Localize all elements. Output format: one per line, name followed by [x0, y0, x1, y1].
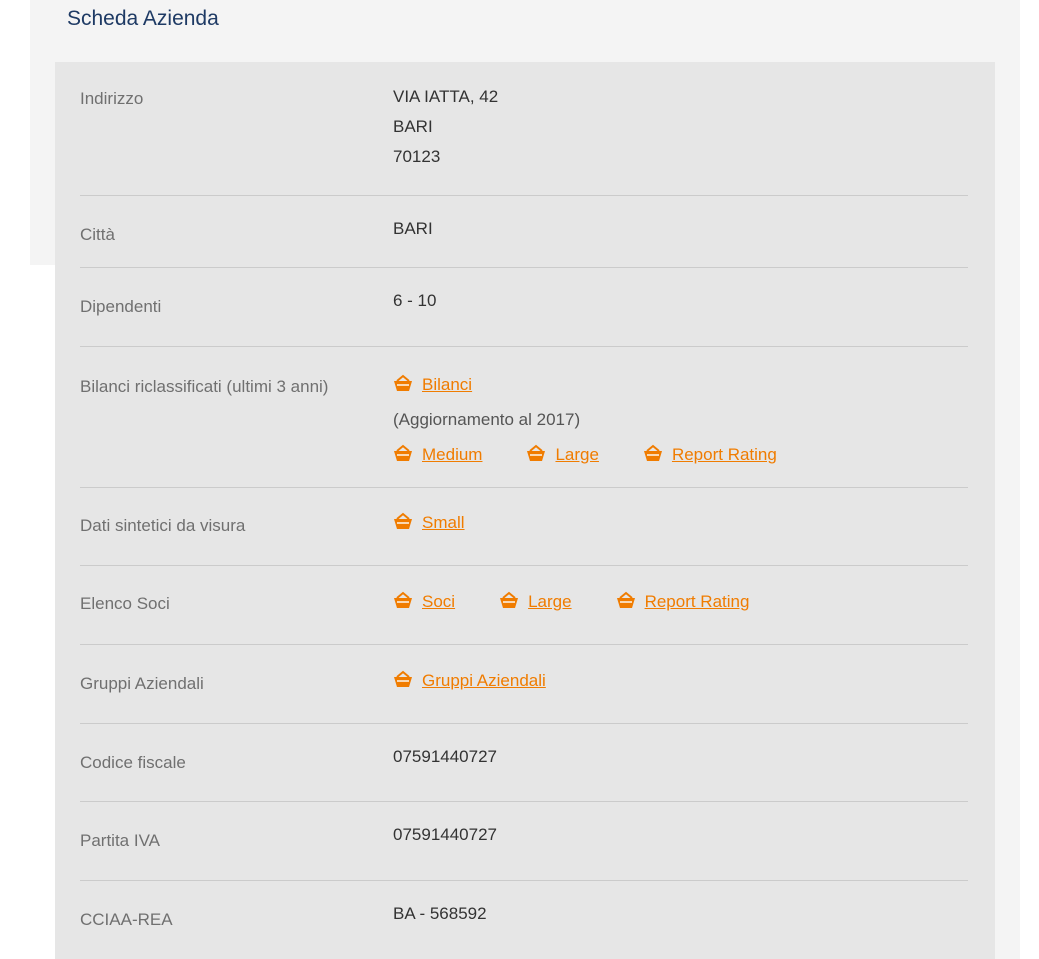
small-link[interactable]: Small	[422, 513, 465, 532]
row-label: Indirizzo	[80, 89, 144, 108]
basket-icon	[499, 591, 519, 609]
row-codice-fiscale	[80, 724, 968, 802]
link-large[interactable]	[526, 437, 598, 472]
row-elenco-soci	[80, 566, 968, 645]
link-soci[interactable]	[393, 587, 455, 617]
bilanci-value	[393, 367, 821, 472]
row-label: CCIAA-REA	[80, 910, 173, 929]
medium-link[interactable]: Medium	[422, 445, 483, 464]
soci-link[interactable]: Soci	[422, 592, 456, 611]
row-label: Elenco Soci	[80, 594, 170, 613]
row-label: Gruppi Aziendali	[80, 674, 204, 693]
update-note: (Aggiornamento al 2017)	[393, 410, 581, 429]
link-report-rating[interactable]	[643, 437, 777, 472]
address-city: BARI	[393, 117, 433, 136]
gruppi-aziendali-link[interactable]: Gruppi Aziendali	[422, 671, 546, 690]
codice-fiscale-value: 07591440727	[393, 747, 498, 766]
row-indirizzo	[80, 62, 968, 196]
dati-sintetici-value	[393, 508, 509, 538]
link-medium[interactable]	[393, 437, 482, 472]
address-street: VIA IATTA, 42	[393, 87, 499, 106]
row-citta	[80, 196, 968, 268]
link-bilanci[interactable]	[393, 367, 472, 402]
basket-icon	[526, 444, 546, 462]
basket-icon	[393, 670, 413, 688]
employees-value: 6 - 10	[393, 291, 437, 310]
bilanci-link[interactable]: Bilanci	[422, 375, 473, 394]
row-label: Codice fiscale	[80, 753, 186, 772]
basket-icon	[393, 444, 413, 462]
link-small[interactable]	[393, 508, 465, 538]
link-report-rating[interactable]	[616, 587, 750, 617]
row-dati-sintetici	[80, 488, 968, 566]
large-link[interactable]: Large	[528, 592, 572, 611]
row-label: Partita IVA	[80, 831, 160, 850]
gruppi-value	[393, 666, 590, 696]
row-gruppi-aziendali	[80, 645, 968, 724]
row-bilanci	[80, 347, 968, 488]
basket-icon	[616, 591, 636, 609]
address-value	[393, 82, 498, 172]
basket-icon	[393, 374, 413, 392]
address-zip: 70123	[393, 147, 441, 166]
city-value: BARI	[393, 219, 433, 238]
basket-icon	[643, 444, 663, 462]
page-title: Scheda Azienda	[67, 7, 219, 30]
row-label: Città	[80, 225, 115, 244]
basket-icon	[393, 591, 413, 609]
partita-iva-value: 07591440727	[393, 825, 498, 844]
row-label: Dipendenti	[80, 297, 162, 316]
large-link[interactable]: Large	[555, 445, 599, 464]
link-gruppi-aziendali[interactable]	[393, 666, 546, 696]
row-partita-iva	[80, 802, 968, 881]
row-label: Dati sintetici da visura	[80, 516, 246, 535]
basket-icon	[393, 512, 413, 530]
report-rating-link[interactable]: Report Rating	[671, 445, 777, 464]
report-rating-link[interactable]: Report Rating	[644, 592, 750, 611]
cciaa-rea-value: BA - 568592	[393, 904, 487, 923]
link-large[interactable]	[499, 587, 571, 617]
row-label: Bilanci riclassificati (ultimi 3 anni)	[80, 377, 329, 396]
background-gap	[30, 265, 55, 959]
company-details-card	[55, 62, 995, 959]
elenco-soci-value	[393, 587, 793, 617]
row-dipendenti	[80, 268, 968, 347]
row-cciaa-rea	[80, 881, 968, 959]
